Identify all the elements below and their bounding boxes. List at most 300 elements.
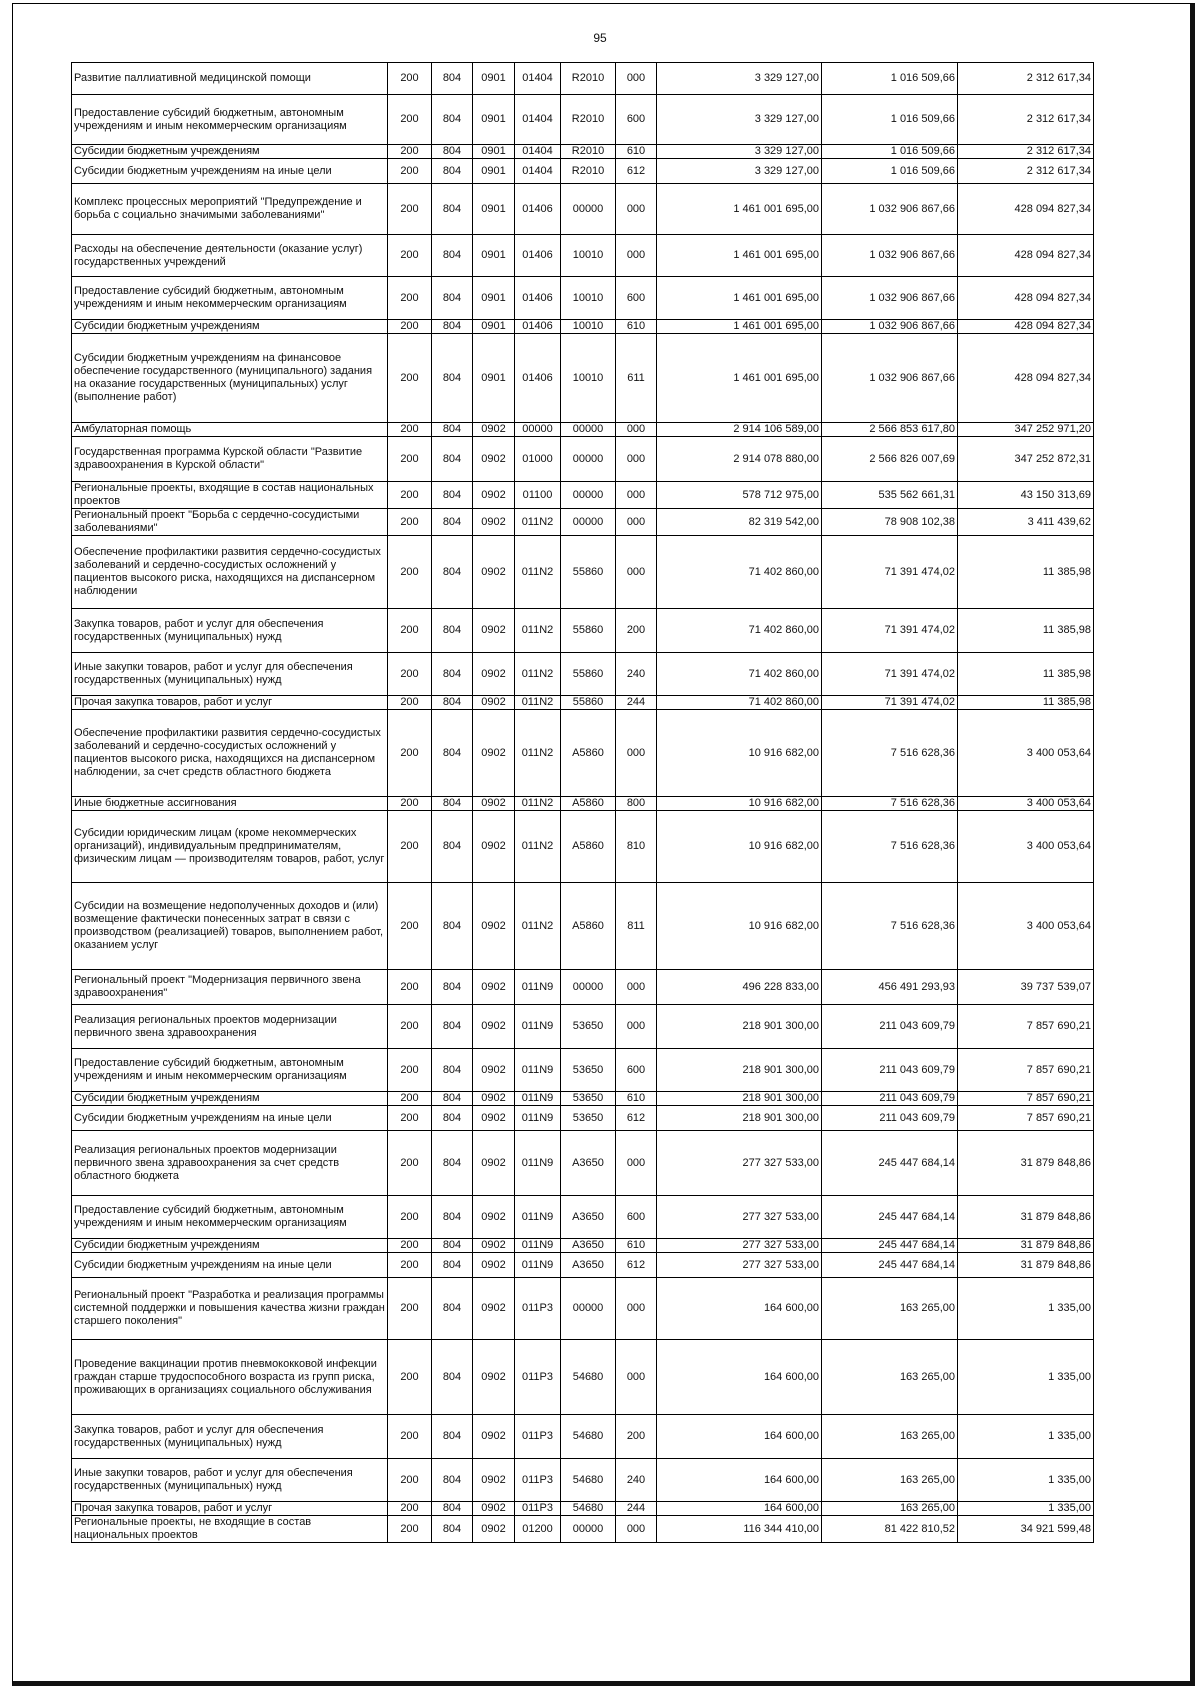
table-row	[72, 63, 1094, 95]
expense-type-code: 240	[616, 1459, 657, 1502]
table-row	[72, 710, 1094, 797]
direction-code: 10010	[561, 235, 616, 277]
subsection-code: 0902	[473, 1196, 515, 1239]
program-code: 011N2	[515, 797, 561, 811]
program-code: 011N9	[515, 1005, 561, 1049]
approved-amount: 1 461 001 695,00	[657, 235, 822, 277]
direction-code: 54680	[561, 1340, 616, 1415]
expense-type-code: 000	[616, 1516, 657, 1543]
expense-type-code: 000	[616, 184, 657, 235]
chapter-code: 200	[388, 235, 432, 277]
row-name: Развитие паллиативной медицинской помощи	[72, 63, 388, 95]
expense-type-code: 610	[616, 1239, 657, 1253]
table-row	[72, 1278, 1094, 1340]
table-row	[72, 1340, 1094, 1415]
executed-amount: 71 391 474,02	[822, 609, 958, 653]
direction-code: 54680	[561, 1502, 616, 1516]
expense-type-code: 000	[616, 437, 657, 482]
expense-type-code: 000	[616, 482, 657, 509]
program-code: 011P3	[515, 1415, 561, 1459]
expense-type-code: 000	[616, 509, 657, 536]
approved-amount: 496 228 833,00	[657, 970, 822, 1005]
expense-type-code: 000	[616, 423, 657, 437]
chapter-code: 200	[388, 883, 432, 970]
unexecuted-amount: 347 252 872,31	[958, 437, 1094, 482]
table-row	[72, 653, 1094, 696]
section-code: 804	[432, 970, 473, 1005]
executed-amount: 535 562 661,31	[822, 482, 958, 509]
program-code: 011P3	[515, 1278, 561, 1340]
program-code: 011N2	[515, 710, 561, 797]
section-code: 804	[432, 609, 473, 653]
direction-code: 54680	[561, 1415, 616, 1459]
program-code: 01404	[515, 63, 561, 95]
expense-type-code: 000	[616, 63, 657, 95]
chapter-code: 200	[388, 1253, 432, 1278]
approved-amount: 3 329 127,00	[657, 145, 822, 159]
unexecuted-amount: 1 335,00	[958, 1415, 1094, 1459]
row-name: Прочая закупка товаров, работ и услуг	[72, 1502, 388, 1516]
subsection-code: 0902	[473, 509, 515, 536]
row-name: Комплекс процессных мероприятий "Предупреждение и борьба с социально значимыми заболеваниями"	[72, 184, 388, 235]
direction-code: А3650	[561, 1239, 616, 1253]
subsection-code: 0902	[473, 1459, 515, 1502]
program-code: 011N9	[515, 1253, 561, 1278]
approved-amount: 71 402 860,00	[657, 536, 822, 609]
program-code: 01100	[515, 482, 561, 509]
approved-amount: 218 901 300,00	[657, 1049, 822, 1092]
row-name: Иные закупки товаров, работ и услуг для обеспечения государственных (муниципальных) нужд	[72, 1459, 388, 1502]
section-code: 804	[432, 277, 473, 320]
table-row	[72, 1092, 1094, 1106]
direction-code: 53650	[561, 1092, 616, 1106]
chapter-code: 200	[388, 536, 432, 609]
executed-amount: 245 447 684,14	[822, 1131, 958, 1196]
program-code: 01404	[515, 95, 561, 145]
expense-type-code: 810	[616, 811, 657, 883]
program-code: 011P3	[515, 1340, 561, 1415]
section-code: 804	[432, 811, 473, 883]
approved-amount: 116 344 410,00	[657, 1516, 822, 1543]
unexecuted-amount: 7 857 690,21	[958, 1092, 1094, 1106]
program-code: 011P3	[515, 1459, 561, 1502]
section-code: 804	[432, 63, 473, 95]
direction-code: А5860	[561, 811, 616, 883]
section-code: 804	[432, 145, 473, 159]
direction-code: 55860	[561, 653, 616, 696]
chapter-code: 200	[388, 1340, 432, 1415]
program-code: 011N9	[515, 970, 561, 1005]
expense-type-code: 240	[616, 653, 657, 696]
executed-amount: 71 391 474,02	[822, 536, 958, 609]
expense-type-code: 244	[616, 696, 657, 710]
unexecuted-amount: 7 857 690,21	[958, 1049, 1094, 1092]
unexecuted-amount: 1 335,00	[958, 1502, 1094, 1516]
unexecuted-amount: 3 400 053,64	[958, 710, 1094, 797]
expense-type-code: 000	[616, 235, 657, 277]
chapter-code: 200	[388, 1502, 432, 1516]
approved-amount: 1 461 001 695,00	[657, 277, 822, 320]
table-row	[72, 423, 1094, 437]
unexecuted-amount: 11 385,98	[958, 653, 1094, 696]
chapter-code: 200	[388, 1239, 432, 1253]
program-code: 01406	[515, 320, 561, 334]
direction-code: R2010	[561, 95, 616, 145]
expense-type-code: 610	[616, 1092, 657, 1106]
section-code: 804	[432, 509, 473, 536]
row-name: Региональный проект "Борьба с сердечно-сосудистыми заболеваниями"	[72, 509, 388, 536]
section-code: 804	[432, 1049, 473, 1092]
table-row	[72, 536, 1094, 609]
approved-amount: 71 402 860,00	[657, 653, 822, 696]
direction-code: А3650	[561, 1253, 616, 1278]
subsection-code: 0902	[473, 1239, 515, 1253]
table-row	[72, 1049, 1094, 1092]
table-row	[72, 696, 1094, 710]
row-name: Реализация региональных проектов модернизации первичного звена здравоохранения за счет средств областного бюджета	[72, 1131, 388, 1196]
subsection-code: 0902	[473, 1106, 515, 1131]
program-code: 011N2	[515, 509, 561, 536]
subsection-code: 0902	[473, 437, 515, 482]
direction-code: 53650	[561, 1049, 616, 1092]
chapter-code: 200	[388, 184, 432, 235]
program-code: 011N2	[515, 696, 561, 710]
program-code: 01406	[515, 184, 561, 235]
unexecuted-amount: 1 335,00	[958, 1340, 1094, 1415]
direction-code: 00000	[561, 423, 616, 437]
approved-amount: 71 402 860,00	[657, 696, 822, 710]
subsection-code: 0902	[473, 811, 515, 883]
section-code: 804	[432, 423, 473, 437]
chapter-code: 200	[388, 320, 432, 334]
chapter-code: 200	[388, 797, 432, 811]
expense-type-code: 612	[616, 159, 657, 184]
program-code: 011N9	[515, 1049, 561, 1092]
executed-amount: 245 447 684,14	[822, 1253, 958, 1278]
unexecuted-amount: 428 094 827,34	[958, 184, 1094, 235]
chapter-code: 200	[388, 63, 432, 95]
budget-table	[71, 62, 1094, 1543]
approved-amount: 71 402 860,00	[657, 609, 822, 653]
subsection-code: 0902	[473, 1340, 515, 1415]
direction-code: 55860	[561, 536, 616, 609]
expense-type-code: 611	[616, 334, 657, 423]
approved-amount: 10 916 682,00	[657, 797, 822, 811]
executed-amount: 71 391 474,02	[822, 696, 958, 710]
program-code: 011N2	[515, 883, 561, 970]
section-code: 804	[432, 1415, 473, 1459]
unexecuted-amount: 34 921 599,48	[958, 1516, 1094, 1543]
subsection-code: 0902	[473, 1253, 515, 1278]
subsection-code: 0901	[473, 334, 515, 423]
table-row	[72, 1131, 1094, 1196]
executed-amount: 78 908 102,38	[822, 509, 958, 536]
unexecuted-amount: 3 400 053,64	[958, 797, 1094, 811]
row-name: Субсидии на возмещение недополученных доходов и (или) возмещение фактически понесенных затрат в связи с производством (реализацией) товаров, выполнением работ, оказанием услуг	[72, 883, 388, 970]
section-code: 804	[432, 653, 473, 696]
section-code: 804	[432, 235, 473, 277]
table-row	[72, 1253, 1094, 1278]
subsection-code: 0902	[473, 1516, 515, 1543]
expense-type-code: 800	[616, 797, 657, 811]
row-name: Обеспечение профилактики развития сердечно-сосудистых заболеваний и сердечно-сосудистых осложнений у пациентов высокого риска, находящихся на диспансерном наблюдении	[72, 536, 388, 609]
executed-amount: 81 422 810,52	[822, 1516, 958, 1543]
executed-amount: 1 032 906 867,66	[822, 277, 958, 320]
subsection-code: 0902	[473, 696, 515, 710]
expense-type-code: 600	[616, 1049, 657, 1092]
executed-amount: 163 265,00	[822, 1415, 958, 1459]
subsection-code: 0902	[473, 1502, 515, 1516]
section-code: 804	[432, 437, 473, 482]
program-code: 011N9	[515, 1092, 561, 1106]
row-name: Предоставление субсидий бюджетным, автономным учреждениям и иным некоммерческим организациям	[72, 1049, 388, 1092]
row-name: Субсидии бюджетным учреждениям на иные цели	[72, 1253, 388, 1278]
section-code: 804	[432, 1516, 473, 1543]
section-code: 804	[432, 1106, 473, 1131]
approved-amount: 2 914 106 589,00	[657, 423, 822, 437]
chapter-code: 200	[388, 1005, 432, 1049]
unexecuted-amount: 31 879 848,86	[958, 1239, 1094, 1253]
chapter-code: 200	[388, 1516, 432, 1543]
unexecuted-amount: 2 312 617,34	[958, 95, 1094, 145]
unexecuted-amount: 2 312 617,34	[958, 159, 1094, 184]
row-name: Государственная программа Курской области "Развитие здравоохранения в Курской области"	[72, 437, 388, 482]
chapter-code: 200	[388, 1415, 432, 1459]
row-name: Региональный проект "Разработка и реализация программы системной поддержки и повышения качества жизни граждан старшего поколения"	[72, 1278, 388, 1340]
table-row	[72, 509, 1094, 536]
approved-amount: 10 916 682,00	[657, 710, 822, 797]
unexecuted-amount: 39 737 539,07	[958, 970, 1094, 1005]
program-code: 011N9	[515, 1131, 561, 1196]
approved-amount: 164 600,00	[657, 1340, 822, 1415]
table-row	[72, 145, 1094, 159]
approved-amount: 277 327 533,00	[657, 1253, 822, 1278]
program-code: 01404	[515, 159, 561, 184]
approved-amount: 2 914 078 880,00	[657, 437, 822, 482]
executed-amount: 1 016 509,66	[822, 95, 958, 145]
executed-amount: 211 043 609,79	[822, 1049, 958, 1092]
subsection-code: 0901	[473, 320, 515, 334]
direction-code: 00000	[561, 482, 616, 509]
subsection-code: 0902	[473, 609, 515, 653]
chapter-code: 200	[388, 95, 432, 145]
expense-type-code: 610	[616, 320, 657, 334]
section-code: 804	[432, 1005, 473, 1049]
subsection-code: 0902	[473, 1049, 515, 1092]
unexecuted-amount: 2 312 617,34	[958, 63, 1094, 95]
executed-amount: 211 043 609,79	[822, 1092, 958, 1106]
chapter-code: 200	[388, 653, 432, 696]
subsection-code: 0902	[473, 1005, 515, 1049]
program-code: 011N9	[515, 1106, 561, 1131]
row-name: Субсидии бюджетным учреждениям	[72, 320, 388, 334]
program-code: 011N2	[515, 811, 561, 883]
executed-amount: 1 032 906 867,66	[822, 334, 958, 423]
approved-amount: 277 327 533,00	[657, 1131, 822, 1196]
page-number: 95	[593, 31, 607, 45]
executed-amount: 7 516 628,36	[822, 710, 958, 797]
direction-code: 55860	[561, 696, 616, 710]
executed-amount: 2 566 853 617,80	[822, 423, 958, 437]
executed-amount: 163 265,00	[822, 1340, 958, 1415]
approved-amount: 218 901 300,00	[657, 1005, 822, 1049]
unexecuted-amount: 347 252 971,20	[958, 423, 1094, 437]
table-row	[72, 609, 1094, 653]
table-body	[72, 63, 1094, 1543]
direction-code: 00000	[561, 437, 616, 482]
row-name: Иные бюджетные ассигнования	[72, 797, 388, 811]
table-row	[72, 1415, 1094, 1459]
direction-code: А5860	[561, 797, 616, 811]
expense-type-code: 600	[616, 95, 657, 145]
row-name: Прочая закупка товаров, работ и услуг	[72, 696, 388, 710]
row-name: Региональный проект "Модернизация первичного звена здравоохранения"	[72, 970, 388, 1005]
unexecuted-amount: 11 385,98	[958, 609, 1094, 653]
row-name: Субсидии бюджетным учреждениям на финансовое обеспечение государственного (муниципального) задания на оказание государственных (муниципальных) услуг (выполнение работ)	[72, 334, 388, 423]
table-row	[72, 334, 1094, 423]
executed-amount: 7 516 628,36	[822, 797, 958, 811]
executed-amount: 211 043 609,79	[822, 1106, 958, 1131]
direction-code: R2010	[561, 145, 616, 159]
subsection-code: 0902	[473, 653, 515, 696]
chapter-code: 200	[388, 277, 432, 320]
row-name: Реализация региональных проектов модернизации первичного звена здравоохранения	[72, 1005, 388, 1049]
program-code: 00000	[515, 423, 561, 437]
table-row	[72, 811, 1094, 883]
row-name: Субсидии бюджетным учреждениям	[72, 1092, 388, 1106]
direction-code: 10010	[561, 277, 616, 320]
table-row	[72, 437, 1094, 482]
executed-amount: 245 447 684,14	[822, 1239, 958, 1253]
expense-type-code: 200	[616, 609, 657, 653]
direction-code: 54680	[561, 1459, 616, 1502]
section-code: 804	[432, 1131, 473, 1196]
program-code: 01000	[515, 437, 561, 482]
program-code: 01406	[515, 235, 561, 277]
table-row	[72, 482, 1094, 509]
subsection-code: 0901	[473, 145, 515, 159]
section-code: 804	[432, 1502, 473, 1516]
executed-amount: 1 032 906 867,66	[822, 235, 958, 277]
approved-amount: 3 329 127,00	[657, 95, 822, 145]
direction-code: А3650	[561, 1196, 616, 1239]
table-row	[72, 970, 1094, 1005]
table-row	[72, 797, 1094, 811]
program-code: 01406	[515, 334, 561, 423]
expense-type-code: 600	[616, 277, 657, 320]
expense-type-code: 000	[616, 536, 657, 609]
section-code: 804	[432, 334, 473, 423]
row-name: Проведение вакцинации против пневмококковой инфекции граждан старше трудоспособного возраста из групп риска, проживающих в организациях социального обслуживания	[72, 1340, 388, 1415]
program-code: 01404	[515, 145, 561, 159]
program-code: 011N2	[515, 536, 561, 609]
chapter-code: 200	[388, 482, 432, 509]
row-name: Закупка товаров, работ и услуг для обеспечения государственных (муниципальных) нужд	[72, 1415, 388, 1459]
expense-type-code: 000	[616, 1340, 657, 1415]
chapter-code: 200	[388, 423, 432, 437]
row-name: Предоставление субсидий бюджетным, автономным учреждениям и иным некоммерческим организациям	[72, 1196, 388, 1239]
subsection-code: 0901	[473, 235, 515, 277]
section-code: 804	[432, 1253, 473, 1278]
section-code: 804	[432, 1239, 473, 1253]
program-code: 01406	[515, 277, 561, 320]
executed-amount: 7 516 628,36	[822, 811, 958, 883]
row-name: Закупка товаров, работ и услуг для обеспечения государственных (муниципальных) нужд	[72, 609, 388, 653]
expense-type-code: 200	[616, 1415, 657, 1459]
program-code: 011N2	[515, 609, 561, 653]
unexecuted-amount: 3 400 053,64	[958, 811, 1094, 883]
direction-code: А5860	[561, 710, 616, 797]
unexecuted-amount: 428 094 827,34	[958, 320, 1094, 334]
executed-amount: 456 491 293,93	[822, 970, 958, 1005]
approved-amount: 82 319 542,00	[657, 509, 822, 536]
executed-amount: 2 566 826 007,69	[822, 437, 958, 482]
approved-amount: 10 916 682,00	[657, 883, 822, 970]
expense-type-code: 244	[616, 1502, 657, 1516]
unexecuted-amount: 2 312 617,34	[958, 145, 1094, 159]
subsection-code: 0901	[473, 277, 515, 320]
executed-amount: 1 016 509,66	[822, 159, 958, 184]
expense-type-code: 000	[616, 1131, 657, 1196]
table-row	[72, 1516, 1094, 1543]
direction-code: 53650	[561, 1106, 616, 1131]
executed-amount: 163 265,00	[822, 1459, 958, 1502]
table-row	[72, 159, 1094, 184]
executed-amount: 1 032 906 867,66	[822, 184, 958, 235]
table-row	[72, 1196, 1094, 1239]
table-row	[72, 883, 1094, 970]
subsection-code: 0901	[473, 159, 515, 184]
expense-type-code: 612	[616, 1106, 657, 1131]
subsection-code: 0902	[473, 1131, 515, 1196]
direction-code: R2010	[561, 63, 616, 95]
subsection-code: 0901	[473, 95, 515, 145]
expense-type-code: 612	[616, 1253, 657, 1278]
program-code: 011N9	[515, 1196, 561, 1239]
executed-amount: 1 032 906 867,66	[822, 320, 958, 334]
executed-amount: 71 391 474,02	[822, 653, 958, 696]
chapter-code: 200	[388, 710, 432, 797]
chapter-code: 200	[388, 696, 432, 710]
table-row	[72, 1239, 1094, 1253]
row-name: Региональные проекты, входящие в состав национальных проектов	[72, 482, 388, 509]
section-code: 804	[432, 1196, 473, 1239]
chapter-code: 200	[388, 970, 432, 1005]
approved-amount: 578 712 975,00	[657, 482, 822, 509]
chapter-code: 200	[388, 159, 432, 184]
direction-code: 10010	[561, 320, 616, 334]
section-code: 804	[432, 159, 473, 184]
row-name: Субсидии бюджетным учреждениям на иные цели	[72, 1106, 388, 1131]
approved-amount: 3 329 127,00	[657, 159, 822, 184]
executed-amount: 211 043 609,79	[822, 1005, 958, 1049]
executed-amount: 1 016 509,66	[822, 63, 958, 95]
unexecuted-amount: 7 857 690,21	[958, 1005, 1094, 1049]
section-code: 804	[432, 883, 473, 970]
direction-code: 00000	[561, 1278, 616, 1340]
subsection-code: 0902	[473, 482, 515, 509]
approved-amount: 3 329 127,00	[657, 63, 822, 95]
row-name: Субсидии бюджетным учреждениям	[72, 145, 388, 159]
executed-amount: 1 016 509,66	[822, 145, 958, 159]
section-code: 804	[432, 184, 473, 235]
expense-type-code: 000	[616, 970, 657, 1005]
approved-amount: 164 600,00	[657, 1502, 822, 1516]
section-code: 804	[432, 710, 473, 797]
subsection-code: 0901	[473, 184, 515, 235]
direction-code: А5860	[561, 883, 616, 970]
chapter-code: 200	[388, 1131, 432, 1196]
